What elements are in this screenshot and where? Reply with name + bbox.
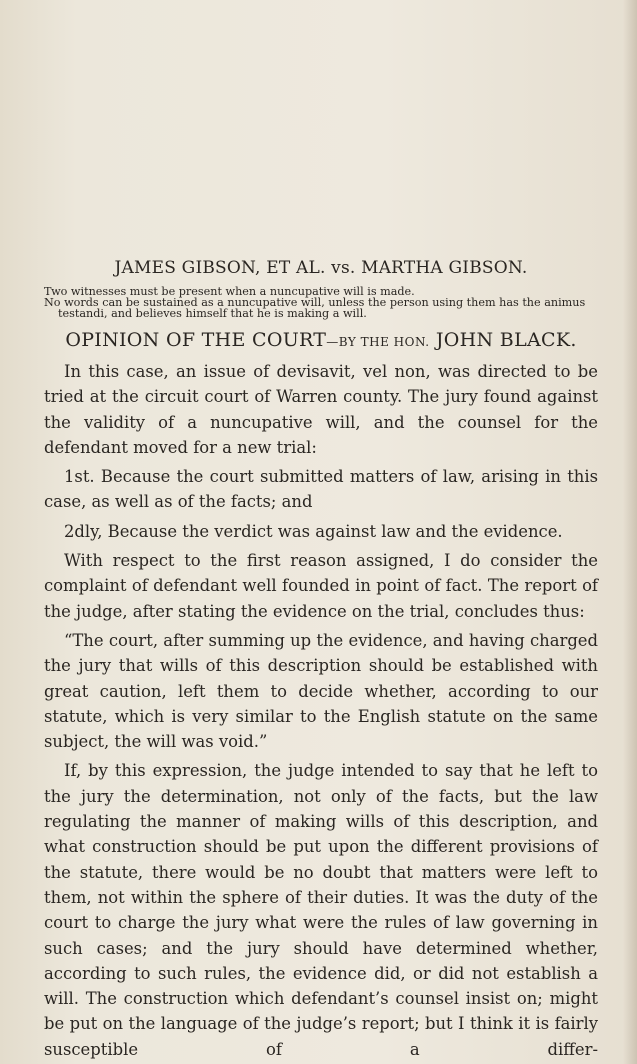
body-paragraph: 1st. Because the court submitted matters of law, arising in this case, as well as of the facts; and <box>44 467 598 512</box>
body-paragraph: In this case, an issue of devisavit, vel non, was directed to be tried at the circuit court of Warren county. The jury found against the validity of a nuncupative will, and the counsel for the defendant moved for a new trial: <box>44 362 598 457</box>
opinion-heading-by: —BY THE HON. <box>326 335 430 349</box>
headnote: testandi, and believes himself that he is making a will. <box>58 307 367 320</box>
headnote: Two witnesses must be present when a nuncupative will is made. <box>44 285 415 298</box>
opinion-heading <box>44 329 598 351</box>
page-content <box>44 258 598 1062</box>
body-paragraph: 2dly, Because the verdict was against law and the evidence. <box>64 521 563 541</box>
opinion-heading-main: OPINION OF THE COURT <box>65 329 327 351</box>
headnotes <box>44 286 598 319</box>
body-paragraph: With respect to the first reason assigned, I do consider the complaint of defendant well founded in point of fact. The report of the judge, after stating the evidence on the trial, concludes thus: <box>44 551 598 621</box>
opinion-heading-judge: JOHN BLACK. <box>435 329 577 351</box>
body-paragraph: “The court, after summing up the evidence, and having charged the jury that wills of this description should be established with great caution, left them to decide whether, according to our statute, which is very similar to the English statute on the same subject, the will was void.” <box>44 630 598 752</box>
body-paragraph: If, by this expression, the judge intended to say that he left to the jury the determination, not only of the facts, but the law regulating the manner of making wills of this description, and what construction should be put upon the different provisions of the statute, there would be no doubt that matters were left to them, not within the sphere of their duties. It was the duty of the court to charge the jury what were the rules of law governing in such cases; and the jury should have determined whether, according to such rules, the evidence did, or did not establish a will. The construction which defendant’s counsel insist on; might be put on the language of the judge’s report; but I think it is fairly susceptible of a differ- <box>44 761 598 1059</box>
case-title: JAMES GIBSON, ET AL. vs. MARTHA GIBSON. <box>114 258 528 278</box>
headnote: No words can be sustained as a nuncupative will, unless the person using them has the animus <box>44 296 586 309</box>
